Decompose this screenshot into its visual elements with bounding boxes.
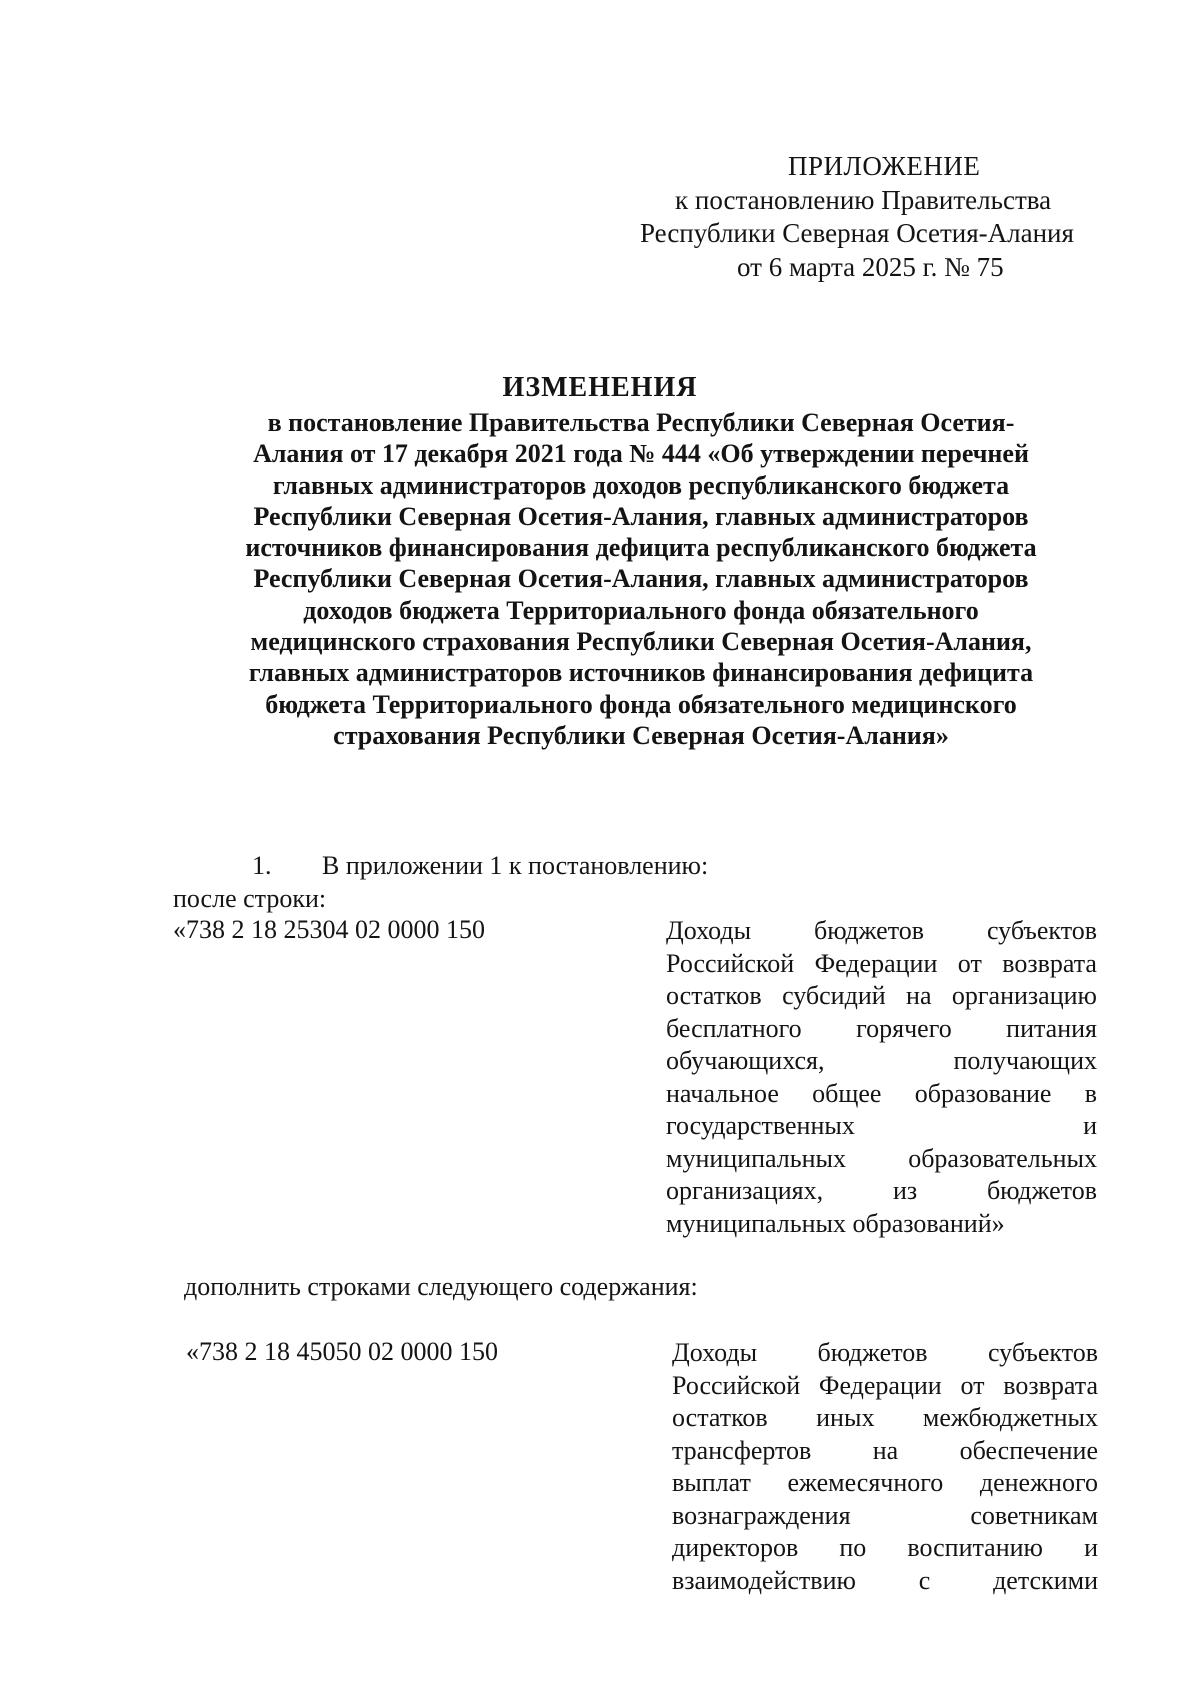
description-word: из xyxy=(892,1176,918,1205)
description-word: бюджетов xyxy=(814,916,925,945)
description-line xyxy=(666,1175,1097,1208)
heading-line: Алания от 17 декабря 2021 года № 444 «Об утверждении перечней xyxy=(253,439,1029,469)
description-word: остатков xyxy=(672,1403,768,1432)
budget-description-new xyxy=(672,1337,1098,1597)
description-line xyxy=(666,1045,1097,1078)
description-word: питания xyxy=(1006,1013,1097,1043)
description-line xyxy=(666,1110,1097,1143)
description-word: с xyxy=(918,1565,931,1595)
budget-description-existing xyxy=(666,915,1097,1240)
document-heading: ИЗМЕНЕНИЯ xyxy=(502,372,698,403)
description-word: межбюджетных xyxy=(922,1403,1098,1432)
budget-code-new: «738 2 18 45050 02 0000 150 xyxy=(186,1337,498,1366)
appendix-line-republic: Республики Северная Осетия-Алания xyxy=(640,218,1074,248)
description-word: на xyxy=(906,981,932,1010)
description-word: советникам xyxy=(970,1500,1098,1530)
heading-line: бюджета Территориального фонда обязательного медицинского xyxy=(265,689,1017,719)
description-word: трансфертов xyxy=(672,1435,812,1465)
description-word: начальное xyxy=(666,1078,779,1108)
heading-line: главных администраторов доходов республиканского бюджета xyxy=(272,470,1010,500)
description-word: воспитанию xyxy=(907,1533,1043,1562)
description-word: организациях, xyxy=(666,1176,824,1205)
budget-code-existing: «738 2 18 25304 02 0000 150 xyxy=(173,915,485,944)
description-line xyxy=(672,1370,1098,1403)
description-line xyxy=(666,1143,1097,1176)
heading-line: доходов бюджета Территориального фонда обязательного xyxy=(303,595,979,625)
appendix-title: ПРИЛОЖЕНИЕ xyxy=(788,151,981,181)
heading-line: Республики Северная Осетия-Алания, главных администраторов xyxy=(253,564,1029,594)
description-word: образование xyxy=(914,1078,1052,1108)
description-word: бюджетов xyxy=(986,1176,1097,1205)
description-line xyxy=(672,1402,1098,1435)
description-word: на xyxy=(872,1435,899,1465)
description-word: взаимодействию xyxy=(672,1565,856,1595)
description-word: и xyxy=(1084,1533,1098,1562)
description-word: выплат xyxy=(672,1468,751,1497)
description-word: бесплатного xyxy=(666,1013,802,1043)
description-word: муниципальных xyxy=(666,1143,847,1173)
description-word: по xyxy=(839,1533,867,1562)
description-line xyxy=(666,948,1097,981)
description-word: обучающихся, xyxy=(666,1046,825,1075)
description-line xyxy=(672,1532,1098,1565)
description-word: возврата xyxy=(1003,1370,1098,1400)
description-word: Российской xyxy=(666,948,795,978)
description-word: вознаграждения xyxy=(672,1500,851,1530)
heading-line: Республики Северная Осетия-Алания, главных администраторов xyxy=(253,501,1029,531)
description-word: Федерации xyxy=(818,1370,942,1400)
description-line xyxy=(666,1013,1097,1046)
description-word: в xyxy=(1084,1078,1097,1108)
description-line xyxy=(666,1078,1097,1111)
add-rows-label: дополнить строками следующего содержания: xyxy=(184,1272,698,1301)
description-word: горячего xyxy=(856,1013,952,1043)
after-row-label: после строки: xyxy=(173,884,327,913)
description-word: и xyxy=(1083,1111,1097,1140)
description-word: субъектов xyxy=(987,1338,1098,1367)
description-line xyxy=(666,980,1097,1013)
description-word: государственных xyxy=(666,1111,855,1140)
description-line xyxy=(666,1208,1097,1241)
description-word: субъектов xyxy=(986,916,1097,945)
description-word: директоров xyxy=(672,1533,799,1562)
appendix-line-resolution: к постановлению Правительства xyxy=(675,185,1052,215)
description-word: получающих xyxy=(953,1046,1097,1075)
description-word: ежемесячного xyxy=(787,1468,944,1497)
description-word: Федерации xyxy=(814,948,938,978)
appendix-line-date-number: от 6 марта 2025 г. № 75 xyxy=(737,252,1004,282)
description-line xyxy=(672,1435,1098,1468)
description-word: бюджетов xyxy=(817,1338,928,1367)
description-word: возврата xyxy=(1002,948,1097,978)
description-word: общее xyxy=(812,1078,882,1108)
description-word: организацию xyxy=(951,981,1097,1010)
description-word: Российской xyxy=(672,1370,801,1400)
description-word: от xyxy=(960,1370,985,1400)
description-line xyxy=(666,915,1097,948)
item-number: 1. xyxy=(252,851,272,880)
description-line xyxy=(672,1565,1098,1598)
heading-line: главных администраторов источников финансирования дефицита xyxy=(248,658,1034,688)
heading-line: страхования Республики Северная Осетия-Алания» xyxy=(333,720,949,750)
document-heading-body xyxy=(196,407,1086,751)
description-line xyxy=(672,1467,1098,1500)
description-word: образовательных xyxy=(908,1143,1097,1173)
item-text: В приложении 1 к постановлению: xyxy=(322,851,709,880)
description-line xyxy=(672,1337,1098,1370)
heading-line: в постановление Правительства Республики Северная Осетия- xyxy=(267,408,1015,437)
description-word: денежного xyxy=(979,1468,1098,1497)
description-word: муниципальных образований» xyxy=(666,1208,1005,1238)
description-word: остатков xyxy=(666,981,762,1010)
description-word: Доходы xyxy=(666,916,752,945)
description-word: от xyxy=(957,948,982,978)
heading-line: медицинского страхования Республики Северная Осетия-Алания, xyxy=(250,627,1032,657)
heading-line: источников финансирования дефицита республиканского бюджета xyxy=(245,533,1037,563)
description-word: субсидий xyxy=(782,981,886,1010)
description-line xyxy=(672,1500,1098,1533)
description-word: детскими xyxy=(993,1565,1098,1595)
description-word: обеспечение xyxy=(959,1435,1098,1465)
description-word: иных xyxy=(816,1403,875,1432)
description-word: Доходы xyxy=(672,1338,758,1367)
